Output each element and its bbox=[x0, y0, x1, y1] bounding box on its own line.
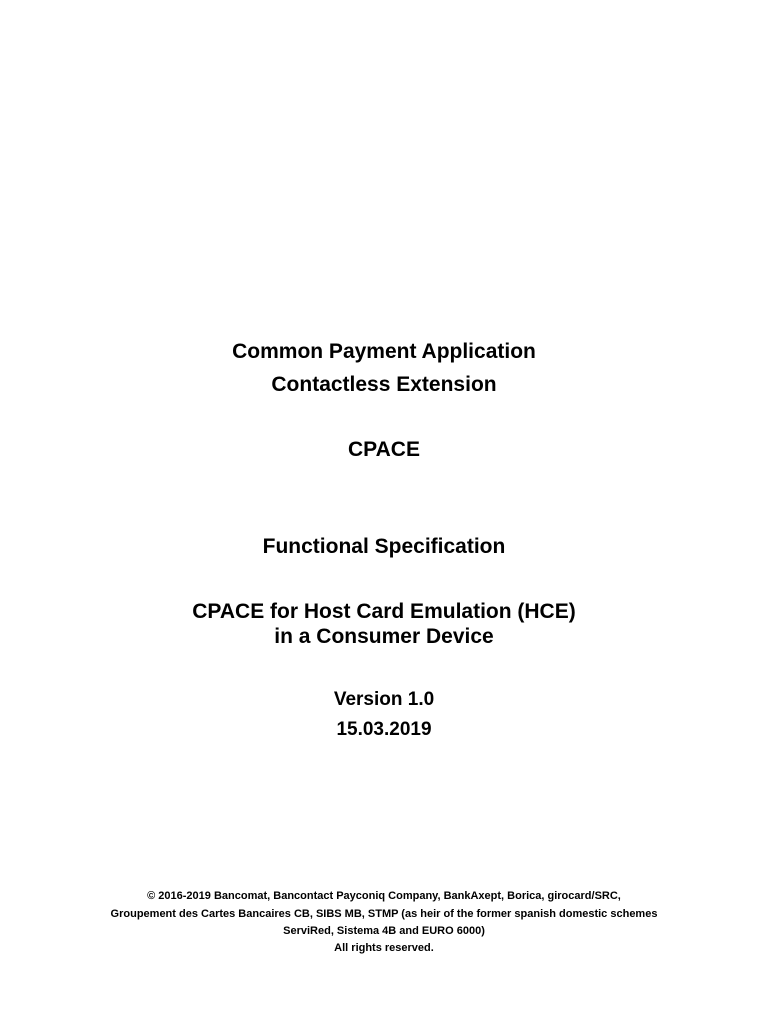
document-subtitle-line-1: CPACE for Host Card Emulation (HCE) bbox=[192, 600, 576, 623]
document-title-line-1: Common Payment Application bbox=[232, 340, 536, 363]
document-type: Functional Specification bbox=[262, 535, 506, 558]
document-date: 15.03.2019 bbox=[336, 719, 432, 740]
copyright-line-2: Groupement des Cartes Bancaires CB, SIBS MB, STMP (as heir of the former spanish domestic schemes bbox=[110, 908, 658, 920]
document-subtitle-line-2: in a Consumer Device bbox=[274, 625, 494, 648]
document-title-line-2: Contactless Extension bbox=[271, 373, 497, 396]
document-version: Version 1.0 bbox=[333, 689, 435, 710]
document-acronym: CPACE bbox=[348, 438, 420, 461]
copyright-line-1: © 2016-2019 Bancomat, Bancontact Payconiq Company, BankAxept, Borica, girocard/SRC, bbox=[147, 890, 621, 902]
copyright-line-3: ServiRed, Sistema 4B and EURO 6000) bbox=[283, 925, 485, 937]
copyright-line-4: All rights reserved. bbox=[334, 942, 434, 954]
